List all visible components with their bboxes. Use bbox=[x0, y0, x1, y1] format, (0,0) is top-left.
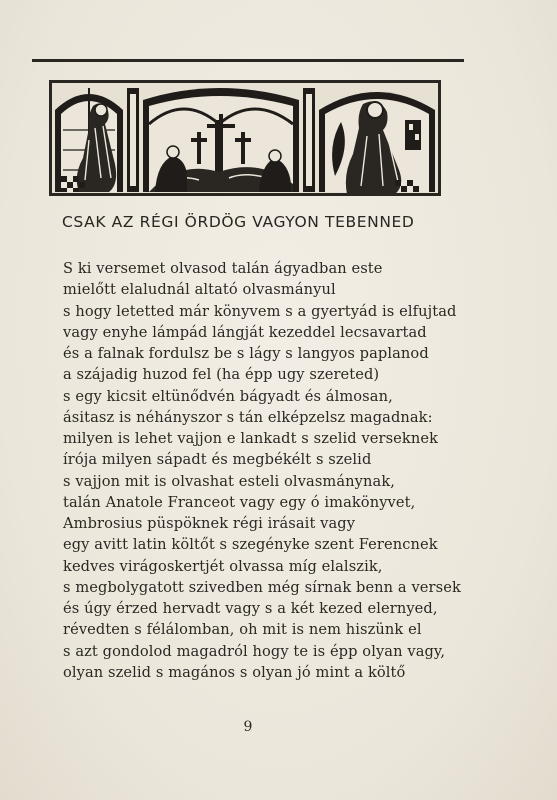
poem-line: Ambrosius püspöknek régi irásait vagy bbox=[63, 515, 356, 532]
poem-line: ásitasz is néhányszor s tán elképzelsz magadnak: bbox=[63, 408, 433, 426]
poem-line: és úgy érzed hervadt vagy s a két kezed elernyed, bbox=[63, 600, 438, 617]
poem-line: s vajjon mit is olvashat esteli olvasmánynak, bbox=[63, 472, 395, 490]
woodcut-illustration bbox=[49, 80, 441, 196]
poem-line: és a falnak fordulsz be s lágy s langyos paplanod bbox=[63, 345, 429, 362]
poem-line: a szájadig huzod fel (ha épp ugy szereted) bbox=[63, 366, 380, 384]
poem-line: vagy enyhe lámpád lángját kezeddel lecsavartad bbox=[63, 323, 427, 341]
top-rule bbox=[32, 59, 464, 62]
poem-line: kedves virágoskertjét olvassa míg elalszik, bbox=[63, 557, 383, 575]
poem-line: révedten s félálomban, oh mit is nem hiszünk el bbox=[63, 621, 422, 639]
poem-line: s hogy letetted már könyvem s a gyertyád is elfujtad bbox=[63, 302, 457, 320]
poem-body bbox=[63, 258, 463, 683]
poem-line: s megbolygatott szivedben még sírnak benn a versek bbox=[63, 578, 461, 596]
poem-line: milyen is lehet vajjon e lankadt s szelid verseknek bbox=[63, 430, 439, 447]
poem-line: S ki versemet olvasod talán ágyadban este bbox=[63, 260, 383, 277]
poem-line: s azt gondolod magadról hogy te is épp olyan vagy, bbox=[63, 642, 446, 660]
poem-title: CSAK AZ RÉGI ÖRDÖG VAGYON TEBENNED bbox=[62, 213, 415, 231]
poem-line: talán Anatole Franceot vagy egy ó imakönyvet, bbox=[63, 493, 416, 511]
poem-line: mielőtt elaludnál altató olvasmányul bbox=[63, 281, 336, 299]
poem-line: s egy kicsit eltünődvén bágyadt és álmosan, bbox=[63, 387, 393, 405]
poem-line: egy avitt latin költőt s szegényke szent Ferencnek bbox=[63, 536, 438, 554]
poem-line: olyan szelid s magános s olyan jó mint a költő bbox=[63, 663, 406, 681]
poem-line: írója milyen sápadt és megbékélt s szelid bbox=[63, 451, 372, 469]
page-number: 9 bbox=[243, 719, 253, 735]
